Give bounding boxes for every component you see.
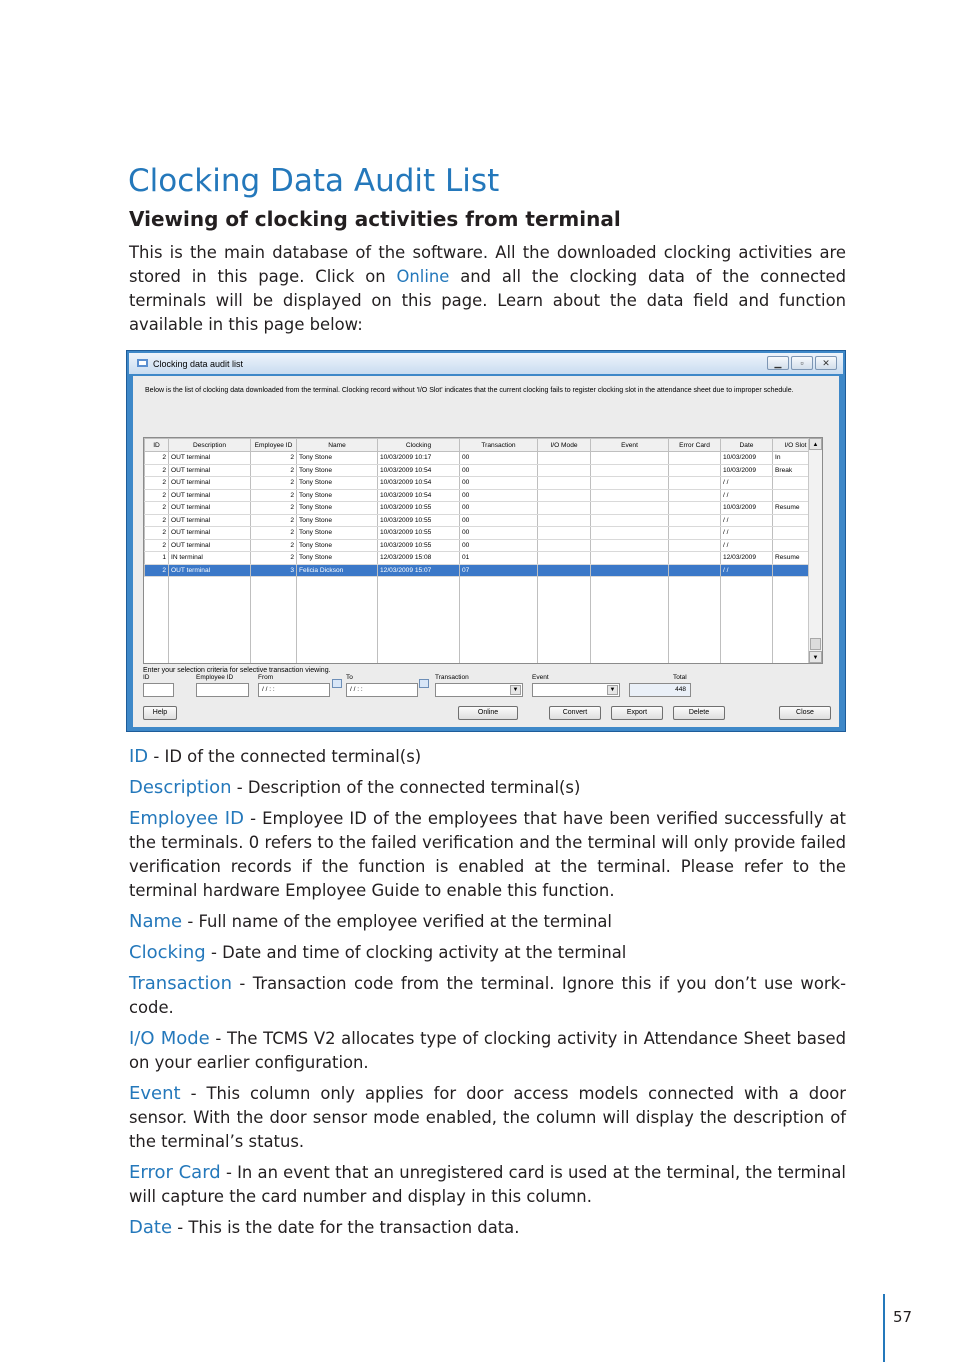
table-cell: OUT terminal: [169, 464, 251, 477]
table-cell: [591, 477, 669, 490]
table-cell: [669, 552, 721, 565]
table-cell: 10/03/2009 10:17: [378, 452, 460, 465]
criteria-label: Enter your selection criteria for selective transaction viewing.: [143, 667, 331, 674]
table-cell: [538, 527, 591, 540]
field-definitions: [129, 745, 846, 1247]
table-cell: / /: [721, 477, 773, 490]
definition-item: [129, 745, 846, 769]
table-cell: OUT terminal: [169, 477, 251, 490]
definition-term: Clocking: [129, 942, 206, 963]
online-reference: Online: [396, 267, 450, 286]
table-row[interactable]: [145, 552, 819, 565]
column-header[interactable]: Description: [169, 439, 251, 452]
table-cell: 10/03/2009 10:55: [378, 527, 460, 540]
table-cell: 2: [145, 527, 169, 540]
definition-text: - In an event that an unregistered card is used at the terminal, the terminal will capture the card number and display in this column.: [129, 1163, 846, 1206]
from-date-input[interactable]: [258, 683, 330, 697]
table-cell: Tony Stone: [297, 477, 378, 490]
to-calendar-icon[interactable]: [419, 679, 429, 688]
table-cell: 00: [460, 539, 538, 552]
from-calendar-icon[interactable]: [332, 679, 342, 688]
table-row[interactable]: [145, 452, 819, 465]
column-divider: [377, 568, 378, 663]
notice-text: Below is the list of clocking data downloaded from the terminal. Clocking record without 'I/O Slot' indicates that the current clocking fails to register clocking slot in the attendance sheet due to improper schedule.: [145, 387, 794, 394]
table-cell: OUT terminal: [169, 452, 251, 465]
table-row[interactable]: [145, 527, 819, 540]
table-cell: Felicia Dickson: [297, 564, 378, 577]
table-cell: [591, 552, 669, 565]
definition-text: - This is the date for the transaction data.: [172, 1218, 520, 1237]
definition-item: [129, 1027, 846, 1075]
table-cell: 10/03/2009 10:55: [378, 539, 460, 552]
table-row[interactable]: [145, 539, 819, 552]
table-cell: OUT terminal: [169, 527, 251, 540]
definition-item: [129, 941, 846, 965]
definition-term: Name: [129, 911, 183, 932]
total-value: 448: [629, 683, 691, 697]
table-cell: [591, 527, 669, 540]
chevron-down-icon[interactable]: ▼: [607, 685, 618, 695]
online-button[interactable]: Online: [458, 706, 518, 720]
column-header[interactable]: Clocking: [378, 439, 460, 452]
to-filter-label: To: [346, 674, 353, 681]
table-cell: 2: [251, 489, 297, 502]
from-filter-label: From: [258, 674, 274, 681]
table-cell: 10/03/2009 10:55: [378, 514, 460, 527]
scroll-up-icon[interactable]: ▲: [809, 438, 822, 450]
column-divider: [590, 568, 591, 663]
table-cell: / /: [721, 564, 773, 577]
table-cell: [669, 514, 721, 527]
definition-text: - ID of the connected terminal(s): [148, 747, 422, 766]
table-cell: 12/03/2009: [721, 552, 773, 565]
to-date-input[interactable]: [346, 683, 418, 697]
table-cell: 2: [145, 464, 169, 477]
convert-button[interactable]: Convert: [549, 706, 601, 720]
table-cell: Tony Stone: [297, 539, 378, 552]
clocking-data-grid[interactable]: [143, 437, 823, 664]
table-cell: 07: [460, 564, 538, 577]
table-cell: [669, 527, 721, 540]
table-cell: [669, 502, 721, 515]
definition-item: [129, 910, 846, 934]
column-header[interactable]: Name: [297, 439, 378, 452]
delete-button[interactable]: Delete: [673, 706, 725, 720]
table-cell: [538, 502, 591, 515]
table-cell: 00: [460, 452, 538, 465]
definition-text: - Date and time of clocking activity at the terminal: [205, 943, 627, 962]
definition-item: [129, 972, 846, 1020]
scroll-thumb[interactable]: [810, 638, 821, 650]
table-cell: 2: [251, 464, 297, 477]
table-cell: [538, 539, 591, 552]
column-header[interactable]: ID: [145, 439, 169, 452]
definition-text: - The TCMS V2 allocates type of clocking activity in Attendance Sheet based on your earlier configuration.: [129, 1029, 847, 1072]
table-row[interactable]: [145, 477, 819, 490]
table-cell: [538, 552, 591, 565]
definition-item: [129, 1216, 846, 1240]
window-title: Clocking data audit list: [153, 359, 244, 369]
minimize-icon[interactable]: ▁: [767, 356, 789, 370]
intro-text-2: and all the clocking data of the connected terminals will be displayed on this page. Learn about the data field and function available in this page below:: [129, 267, 846, 334]
table-cell: [538, 489, 591, 502]
definition-term: Event: [129, 1083, 181, 1104]
table-row[interactable]: [145, 502, 819, 515]
id-filter-input[interactable]: [143, 683, 174, 697]
definition-term: I/O Mode: [129, 1028, 210, 1049]
table-cell: Tony Stone: [297, 464, 378, 477]
page-number: 57: [893, 1308, 913, 1326]
table-cell: OUT terminal: [169, 564, 251, 577]
table-cell: 10/03/2009: [721, 502, 773, 515]
table-cell: 3: [251, 564, 297, 577]
table-cell: 12/03/2009 15:08: [378, 552, 460, 565]
table-cell: 1: [145, 552, 169, 565]
definition-text: - Description of the connected terminal(s): [231, 778, 581, 797]
table-cell: 10/03/2009: [721, 452, 773, 465]
table-cell: 10/03/2009 10:54: [378, 489, 460, 502]
close-button[interactable]: Close: [779, 706, 831, 720]
definition-term: Description: [129, 777, 232, 798]
table-cell: 2: [251, 539, 297, 552]
column-header[interactable]: I/O Slot: [773, 439, 819, 452]
event-select[interactable]: [532, 683, 620, 697]
employee-filter-label: Employee ID: [196, 674, 234, 681]
definition-term: Error Card: [129, 1162, 221, 1183]
table-cell: 10/03/2009 10:55: [378, 502, 460, 515]
table-cell: 2: [251, 452, 297, 465]
table-cell: Tony Stone: [297, 452, 378, 465]
table-cell: [538, 452, 591, 465]
table-cell: [538, 564, 591, 577]
window-client-area: [133, 376, 839, 727]
column-divider: [296, 568, 297, 663]
table-cell: 2: [145, 477, 169, 490]
table-cell: [591, 564, 669, 577]
definition-text: - This column only applies for door access models connected with a door sensor. With the door sensor mode enabled, the column will display the description of the terminal’s status.: [129, 1084, 846, 1151]
table-cell: 00: [460, 489, 538, 502]
table-cell: [591, 464, 669, 477]
table-cell: OUT terminal: [169, 514, 251, 527]
table-cell: 10/03/2009 10:54: [378, 477, 460, 490]
window-titlebar[interactable]: [129, 353, 843, 374]
column-header[interactable]: Employee ID: [251, 439, 297, 452]
total-label: Total: [673, 674, 687, 681]
column-header[interactable]: I/O Mode: [538, 439, 591, 452]
table-cell: 00: [460, 477, 538, 490]
table-row[interactable]: [145, 489, 819, 502]
page-title: Clocking Data Audit List: [128, 163, 500, 199]
table-cell: [669, 539, 721, 552]
table-cell: [591, 489, 669, 502]
column-divider: [537, 568, 538, 663]
employee-filter-input[interactable]: [196, 683, 249, 697]
column-header[interactable]: Date: [721, 439, 773, 452]
table-cell: 2: [251, 527, 297, 540]
table-cell: [669, 564, 721, 577]
intro-text-1: This is the main database of the software. All the downloaded clocking activities are stored in this page. Click on: [129, 243, 846, 286]
table-cell: / /: [721, 539, 773, 552]
column-divider: [668, 568, 669, 663]
table-cell: 00: [460, 502, 538, 515]
table-cell: Tony Stone: [297, 552, 378, 565]
definition-text: - Employee ID of the employees that have been verified successfully at the terminals. 0 refers to the failed verification and the terminal will only provide failed verification records if the function is enabled at the terminal. Please refer to the terminal hardware Employee Guide to enable this function.: [129, 809, 846, 900]
table-row[interactable]: [145, 514, 819, 527]
table-cell: / /: [721, 489, 773, 502]
table-cell: 10/03/2009 10:54: [378, 464, 460, 477]
column-divider: [168, 568, 169, 663]
help-button[interactable]: Help: [143, 706, 177, 720]
table-cell: [591, 539, 669, 552]
table-cell: 01: [460, 552, 538, 565]
id-filter-label: ID: [143, 674, 150, 681]
event-filter-label: Event: [532, 674, 549, 681]
audit-list-window: [126, 350, 846, 732]
chevron-down-icon[interactable]: ▼: [510, 685, 521, 695]
table-cell: 2: [251, 502, 297, 515]
table-cell: 00: [460, 527, 538, 540]
definition-term: Transaction: [129, 973, 232, 994]
table-cell: Tony Stone: [297, 514, 378, 527]
table-cell: Tony Stone: [297, 502, 378, 515]
page-number-rule: [883, 1294, 885, 1362]
column-divider: [772, 568, 773, 663]
table-cell: 2: [145, 452, 169, 465]
vertical-scrollbar[interactable]: [808, 438, 822, 663]
definition-item: [129, 1161, 846, 1209]
table-cell: 10/03/2009: [721, 464, 773, 477]
transaction-filter-label: Transaction: [435, 674, 469, 681]
table-cell: 2: [145, 489, 169, 502]
table-cell: 2: [145, 514, 169, 527]
table-cell: In: [773, 452, 819, 465]
table-cell: 2: [145, 564, 169, 577]
table-cell: IN terminal: [169, 552, 251, 565]
table-cell: OUT terminal: [169, 539, 251, 552]
definition-term: Employee ID: [129, 808, 244, 829]
table-cell: [538, 477, 591, 490]
column-header[interactable]: Transaction: [460, 439, 538, 452]
clocking-table: [144, 438, 819, 577]
column-header[interactable]: Event: [591, 439, 669, 452]
table-cell: Resume: [773, 502, 819, 515]
column-divider: [250, 568, 251, 663]
table-cell: [538, 514, 591, 527]
definition-item: [129, 807, 846, 903]
table-row[interactable]: [145, 464, 819, 477]
from-date-value: / / : :: [262, 686, 275, 693]
table-cell: [669, 489, 721, 502]
transaction-select[interactable]: [435, 683, 523, 697]
column-header[interactable]: Error Card: [669, 439, 721, 452]
section-subtitle: Viewing of clocking activities from terminal: [129, 207, 621, 231]
column-divider: [459, 568, 460, 663]
table-cell: 00: [460, 464, 538, 477]
table-cell: [538, 464, 591, 477]
table-cell: [669, 452, 721, 465]
table-cell: / /: [721, 514, 773, 527]
app-icon: [137, 358, 148, 368]
definition-item: [129, 1082, 846, 1154]
table-cell: OUT terminal: [169, 502, 251, 515]
intro-paragraph: [129, 241, 846, 337]
definition-term: ID: [129, 746, 149, 767]
table-cell: [591, 514, 669, 527]
table-cell: Tony Stone: [297, 527, 378, 540]
table-cell: Resume: [773, 552, 819, 565]
table-cell: [591, 502, 669, 515]
table-cell: 00: [460, 514, 538, 527]
table-cell: [591, 452, 669, 465]
scroll-down-icon[interactable]: ▼: [809, 651, 822, 663]
definition-item: [129, 776, 846, 800]
table-cell: Tony Stone: [297, 489, 378, 502]
table-cell: 2: [145, 502, 169, 515]
close-icon[interactable]: ✕: [815, 356, 837, 370]
table-cell: 2: [251, 477, 297, 490]
definition-text: - Transaction code from the terminal. Ignore this if you don’t use work-code.: [129, 974, 846, 1017]
table-cell: Break: [773, 464, 819, 477]
maximize-icon[interactable]: ▫: [791, 356, 813, 370]
table-row[interactable]: [145, 564, 819, 577]
table-cell: OUT terminal: [169, 489, 251, 502]
table-cell: 2: [251, 514, 297, 527]
table-cell: [669, 477, 721, 490]
definition-text: - Full name of the employee verified at the terminal: [182, 912, 612, 931]
table-cell: / /: [721, 527, 773, 540]
table-cell: 2: [145, 539, 169, 552]
table-cell: 2: [251, 552, 297, 565]
table-cell: 12/03/2009 15:07: [378, 564, 460, 577]
column-divider: [720, 568, 721, 663]
table-cell: [669, 464, 721, 477]
export-button[interactable]: Export: [611, 706, 663, 720]
to-date-value: / / : :: [350, 686, 363, 693]
definition-term: Date: [129, 1217, 173, 1238]
